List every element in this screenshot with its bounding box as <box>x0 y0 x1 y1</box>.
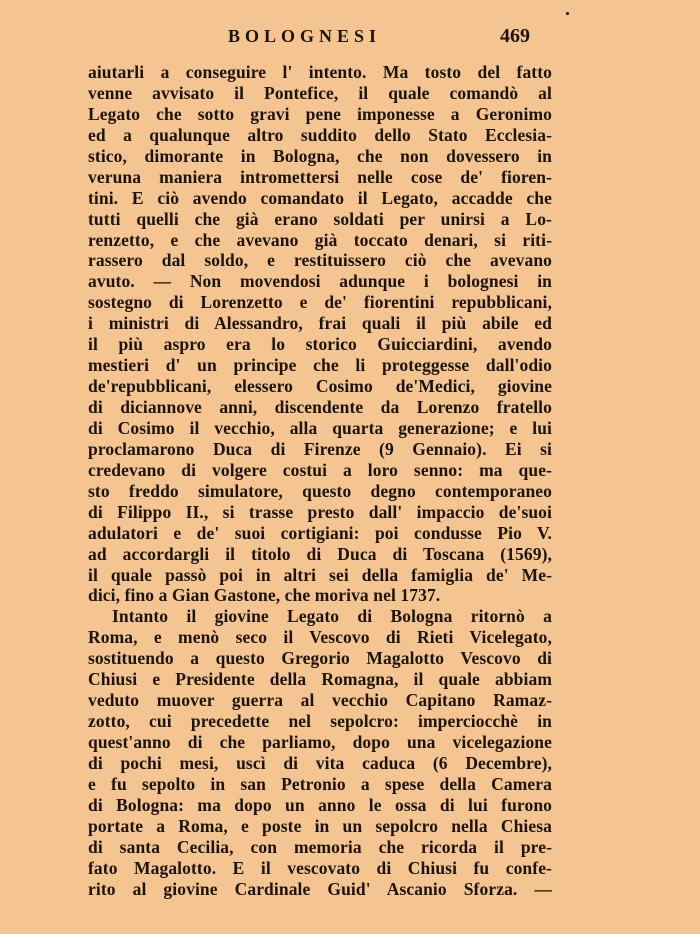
text-line: veruna maniera intromettersi nelle cose de' fioren- <box>88 166 552 187</box>
text-line: i ministri di Alessandro, frai quali il più abile ed <box>88 313 552 334</box>
text-line: credevano di volgere costui a loro senno: ma que- <box>88 459 552 480</box>
text-line: venne avvisato il Pontefice, il quale comandò al <box>88 82 552 103</box>
text-line: quest'anno di che parliamo, dopo una vicelegazione <box>88 732 552 752</box>
text-line: sostituendo a questo Gregorio Magalotto Vescovo di <box>88 648 552 669</box>
text-line: sostegno di Lorenzetto e de' fiorentini repubblicani, <box>88 292 552 313</box>
page-number: 469 <box>500 25 530 47</box>
text-line: Legato che sotto gravi pene imponesse a Geronimo <box>88 103 552 124</box>
text-line: zotto, cui precedette nel sepolcro: imperciocchè in <box>88 711 552 732</box>
text-line: e fu sepolto in san Petronio a spese della Camera <box>88 773 552 794</box>
paragraph-2 <box>88 606 552 899</box>
text-line: di diciannove anni, discendente da Lorenzo fratello <box>88 397 552 417</box>
text-line: portate a Roma, e poste in un sepolcro nella Chiesa <box>88 815 552 836</box>
text-line: ad accordargli il titolo di Duca di Toscana (1569), <box>88 543 552 564</box>
text-line: adulatori e de' suoi cortigiani: poi condusse Pio V. <box>88 522 552 543</box>
text-line: dici, fino a Gian Gastone, che moriva nel 1737. <box>88 585 441 606</box>
ink-dot <box>566 12 569 15</box>
text-line: renzetto, e che avevano già toccato denari, si riti- <box>88 229 552 250</box>
text-line: avuto. — Non movendosi adunque i bolognesi in <box>88 271 552 292</box>
text-line: fato Magalotto. E il vescovato di Chiusi fu confe- <box>88 857 552 878</box>
body-text <box>88 62 552 900</box>
text-line: di Bologna: ma dopo un anno le ossa di lui furono <box>88 794 552 815</box>
text-line: mestieri d' un principe che li proteggesse dall'odio <box>88 355 552 376</box>
text-line: il più aspro era lo storico Guicciardini, avendo <box>88 334 552 355</box>
page-header <box>88 26 530 52</box>
text-line: sto freddo simulatore, questo degno contemporaneo <box>88 480 552 501</box>
text-line: tini. E ciò avendo comandato il Legato, accadde che <box>88 187 552 208</box>
text-line: Chiusi e Presidente della Romagna, il quale abbiam <box>88 669 552 690</box>
text-line: proclamarono Duca di Firenze (9 Gennaio). Ei si <box>88 438 552 459</box>
text-line: tutti quelli che già erano soldati per unirsi a Lo- <box>88 208 552 229</box>
paragraph-1 <box>88 62 552 606</box>
text-line: ed a qualunque altro suddito dello Stato Ecclesia- <box>88 124 552 145</box>
text-line: Intanto il giovine Legato di Bologna ritornò a <box>112 606 552 627</box>
text-line: stico, dimorante in Bologna, che non dovessero in <box>88 145 552 166</box>
text-line: di Filippo II., si trasse presto dall' impaccio de'suoi <box>88 501 552 522</box>
text-line: aiutarli a conseguire l' intento. Ma tosto del fatto <box>88 62 552 82</box>
text-line: rassero dal soldo, e restituissero ciò che avevano <box>88 250 552 271</box>
text-line: di santa Cecilia, con memoria che ricorda il pre- <box>88 836 552 857</box>
text-line: il quale passò poi in altri sei della famiglia de' Me- <box>88 564 552 585</box>
running-head: BOLOGNESI <box>228 26 382 46</box>
text-line: de'repubblicani, elessero Cosimo de'Medici, giovine <box>88 376 552 397</box>
text-line: veduto muover guerra al vecchio Capitano Ramaz- <box>88 690 552 711</box>
text-line: rito al giovine Cardinale Guid' Ascanio Sforza. — <box>88 878 552 899</box>
text-line: di Cosimo il vecchio, alla quarta generazione; e lui <box>88 417 552 438</box>
text-line: Roma, e menò seco il Vescovo di Rieti Vicelegato, <box>88 627 552 648</box>
text-line: di pochi mesi, uscì di vita caduca (6 Decembre), <box>88 752 552 773</box>
